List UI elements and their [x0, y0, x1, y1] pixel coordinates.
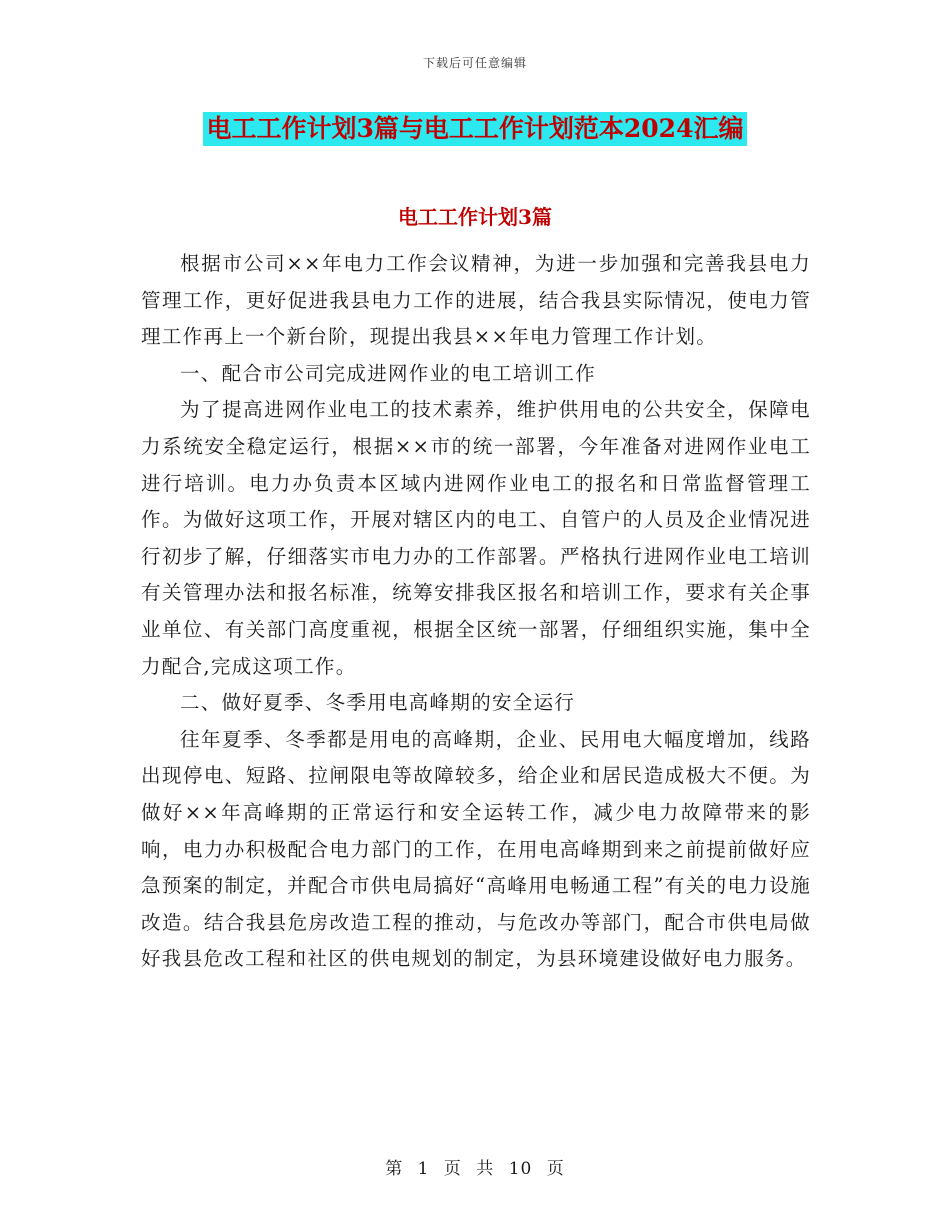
total-label: 共 — [476, 1159, 495, 1179]
header-note: 下载后可任意编辑 — [422, 56, 527, 70]
section-heading-1: 一、配合市公司完成进网作业的电工培训工作 — [180, 361, 597, 385]
page-number: 1 — [417, 1159, 430, 1179]
section-paragraph-2: 往年夏季、冬季都是用电的高峰期，企业、民用电大幅度增加，线路出现停电、短路、拉闸限电等故障较多，给企业和居民造成极大不便。为做好××年高峰期的正常运行和安全运转工作，减少电力故障带来的影响，电力办积极配合电力部门的工作，在用电高峰期到来之前提前做好应急预案的制定，并配合市供电局搞好“高峰用电畅通工程”有关的电力设施改造。结合我县危房改造工程的推动，与危改办等部门，配合市供电局做好我县危改工程和社区的供电规划的制定，为县环境建设做好电力服务。 — [141, 727, 811, 971]
page-unit: 页 — [443, 1159, 462, 1179]
section-title: 电工工作计划3篇 — [398, 205, 552, 229]
total-unit: 页 — [546, 1159, 565, 1179]
page-label: 第 — [385, 1159, 404, 1179]
section-heading-2: 二、做好夏季、冬季用电高峰期的安全运行 — [180, 691, 576, 715]
title-block — [0, 112, 950, 146]
total-pages: 10 — [508, 1159, 533, 1179]
document-title: 电工工作计划3篇与电工工作计划范本2024汇编 — [203, 112, 748, 146]
document-body — [141, 246, 811, 978]
page-footer — [0, 1154, 950, 1179]
intro-paragraph: 根据市公司××年电力工作会议精神，为进一步加强和完善我县电力管理工作，更好促进我县电力工作的进展，结合我县实际情况，使电力管理工作再上一个新台阶，现提出我县××年电力管理工作计划。 — [141, 252, 811, 349]
section-paragraph-1: 为了提高进网作业电工的技术素养，维护供用电的公共安全，保障电力系统安全稳定运行，根据××市的统一部署，今年准备对进网作业电工进行培训。电力办负责本区域内进网作业电工的报名和日常监督管理工作。为做好这项工作，开展对辖区内的电工、自管户的人员及企业情况进行初步了解，仔细落实市电力办的工作部署。严格执行进网作业电工培训有关管理办法和报名标准，统筹安排我区报名和培训工作，要求有关企事业单位、有关部门高度重视，根据全区统一部署，仔细组织实施，集中全力配合,完成这项工作。 — [141, 398, 811, 678]
